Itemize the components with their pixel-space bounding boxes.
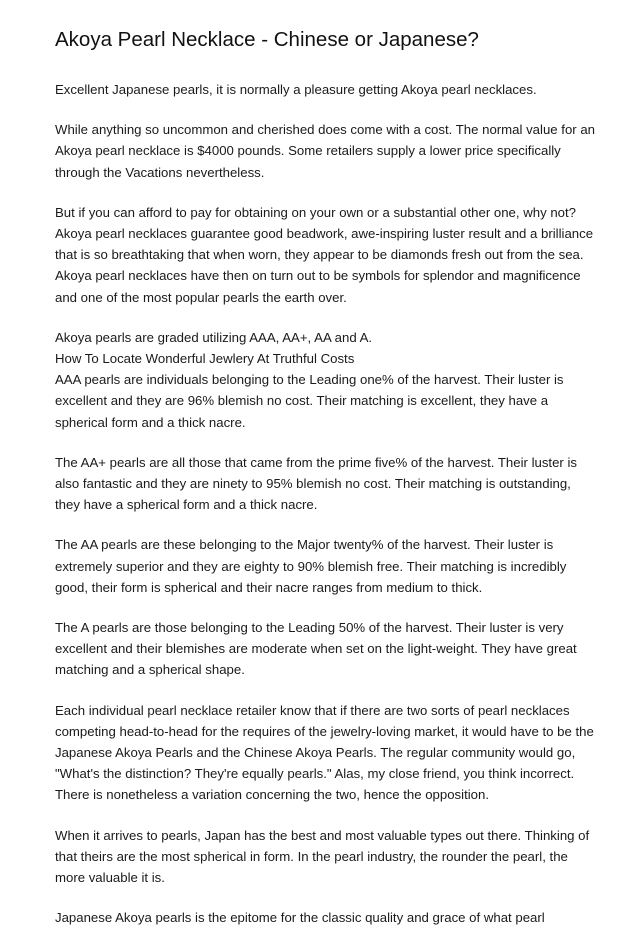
- text-line: that theirs are the most spherical in form. In the pearl industry, the rounder the pearl, the: [55, 848, 568, 864]
- text-line: Akoya pearls are graded utilizing AAA, AA+, AA and A.: [55, 329, 373, 345]
- paragraph: [55, 79, 598, 100]
- text-line: extremely superior and they are eighty to 90% blemish free. Their matching is incredibly: [55, 558, 567, 574]
- paragraph: [55, 907, 598, 928]
- paragraph: [55, 534, 598, 598]
- text-line: The AA pearls are these belonging to the Major twenty% of the harvest. Their luster is: [55, 537, 554, 553]
- text-line: also fantastic and they are ninety to 95% blemish no cost. Their matching is outstanding,: [55, 476, 571, 492]
- text-line: But if you can afford to pay for obtaining on your own or a substantial other one, why not?: [55, 204, 576, 220]
- paragraph: [55, 825, 598, 889]
- text-line: spherical form and a thick nacre.: [55, 414, 246, 430]
- text-line: How To Locate Wonderful Jewlery At Truthful Costs: [55, 351, 355, 367]
- text-line: There is nonetheless a variation concerning the two, hence the opposition.: [55, 787, 489, 803]
- text-line: through the Vacations nevertheless.: [55, 164, 265, 180]
- text-line: When it arrives to pearls, Japan has the best and most valuable types out there. Thinking of: [55, 827, 590, 843]
- text-line: excellent and their blemishes are moderate when set on the light-weight. They have great: [55, 641, 577, 657]
- text-line: Excellent Japanese pearls, it is normally a pleasure getting Akoya pearl necklaces.: [55, 82, 537, 97]
- text-line: The AA+ pearls are all those that came from the prime five% of the harvest. Their luster is: [55, 454, 577, 470]
- paragraph: [55, 327, 598, 433]
- text-line: matching and a spherical shape.: [55, 662, 245, 678]
- text-line: good, their form is spherical and their nacre ranges from medium to thick.: [55, 579, 483, 595]
- text-line: Akoya pearl necklace is $4000 pounds. Some retailers supply a lower price specifically: [55, 143, 561, 159]
- paragraph: [55, 452, 598, 516]
- text-line: that is so breathtaking that when worn, they appear to be diamonds fresh out from the sea.: [55, 247, 584, 263]
- text-line: "What's the distinction? They're equally pearls." Alas, my close friend, you think incorrect.: [55, 766, 575, 782]
- paragraph: [55, 119, 598, 183]
- paragraph: [55, 617, 598, 681]
- text-line: AAA pearls are individuals belonging to the Leading one% of the harvest. Their luster is: [55, 372, 564, 388]
- text-line: they have a spherical form and a thick nacre.: [55, 497, 318, 513]
- text-line: competing head-to-head for the requires of the jewelry-loving market, it would have to be the: [55, 723, 594, 739]
- text-line: excellent and they are 96% blemish no cost. Their matching is excellent, they have a: [55, 393, 549, 409]
- text-line: While anything so uncommon and cherished does come with a cost. The normal value for an: [55, 122, 595, 138]
- text-line: Akoya pearl necklaces have then on turn out to be symbols for splendor and magnificence: [55, 268, 581, 284]
- text-line: Each individual pearl necklace retailer know that if there are two sorts of pearl necklaces: [55, 702, 570, 718]
- text-line: Akoya pearl necklaces guarantee good beadwork, awe-inspiring luster result and a brilliance: [55, 226, 594, 242]
- text-line: Japanese Akoya Pearls and the Chinese Akoya Pearls. The regular community would go,: [55, 745, 576, 761]
- paragraph: [55, 202, 598, 308]
- text-line: more valuable it is.: [55, 870, 165, 886]
- text-line: Japanese Akoya pearls is the epitome for the classic quality and grace of what pearl: [55, 910, 545, 926]
- page-title: Akoya Pearl Necklace - Chinese or Japanese?: [55, 28, 479, 51]
- text-line: The A pearls are those belonging to the Leading 50% of the harvest. Their luster is very: [55, 620, 564, 636]
- text-line: and one of the most popular pearls the earth over.: [55, 289, 347, 305]
- paragraph: [55, 700, 598, 806]
